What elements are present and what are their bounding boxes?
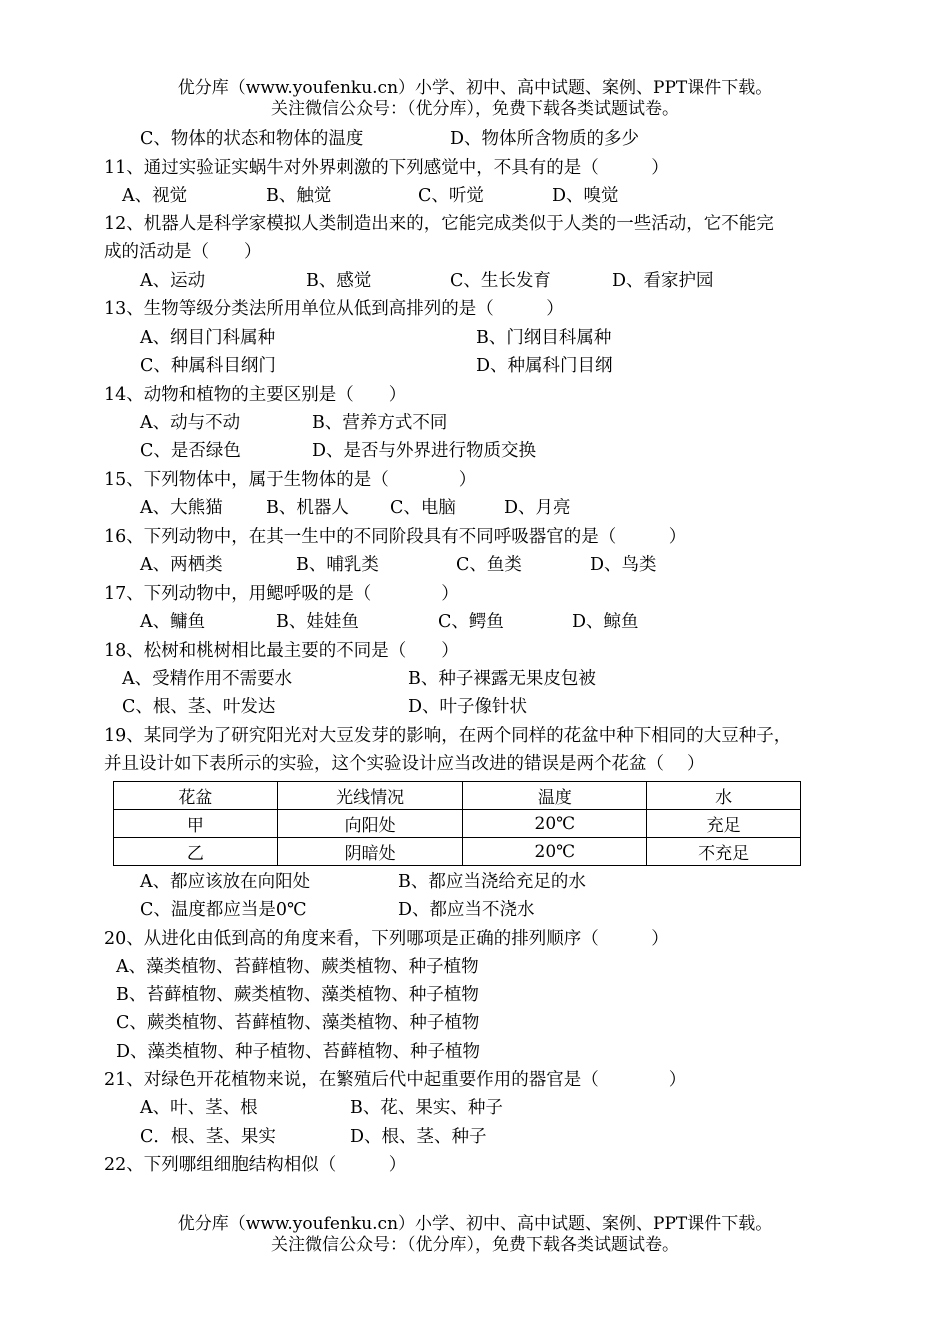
- q19-option-d: D、都应当不浇水: [398, 900, 535, 920]
- q17-option-a: A、鳙鱼: [140, 612, 206, 632]
- q16-option-c: C、鱼类: [456, 555, 522, 575]
- q18-option-b: B、种子裸露无果皮包被: [408, 669, 596, 689]
- q17-option-b: B、娃娃鱼: [276, 612, 359, 632]
- q10-option-d: D、物体所含物质的多少: [450, 129, 640, 149]
- table-header-cell: 花盆: [114, 782, 278, 810]
- q16-stem: 16、下列动物中，在其一生中的不同阶段具有不同呼吸器官的是（ ）: [104, 527, 687, 547]
- q15-option-c: C、电脑: [390, 498, 456, 518]
- q11-option-c: C、听觉: [418, 186, 484, 206]
- q15-option-a: A、大熊猫: [140, 498, 223, 518]
- q12-stem-line-2: 成的活动是（ ）: [104, 242, 262, 262]
- q19-option-a: A、都应该放在向阳处: [140, 872, 311, 892]
- q14-option-d: D、是否与外界进行物质交换: [312, 441, 537, 461]
- header-line-2: 关注微信公众号：（优分库），免费下载各类试题试卷。: [271, 99, 679, 119]
- q12-option-d: D、看家护园: [612, 271, 714, 291]
- table-header-cell: 水: [647, 782, 801, 810]
- table-header-row: [114, 782, 801, 810]
- q11-option-d: D、嗅觉: [552, 186, 619, 206]
- q12-option-c: C、生长发育: [450, 271, 551, 291]
- q14-option-c: C、是否绿色: [140, 441, 241, 461]
- q15-stem: 15、下列物体中，属于生物体的是（ ）: [104, 470, 477, 490]
- q20-option-b: B、苔藓植物、蕨类植物、藻类植物、种子植物: [116, 985, 479, 1005]
- table-header-cell: 温度: [463, 782, 647, 810]
- q18-option-d: D、叶子像针状: [408, 697, 528, 717]
- q11-stem: 11、通过实验证实蜗牛对外界刺激的下列感觉中，不具有的是（ ）: [104, 158, 669, 178]
- q20-option-a: A、藻类植物、苔藓植物、蕨类植物、种子植物: [116, 957, 479, 977]
- q13-option-b: B、门纲目科属种: [476, 328, 612, 348]
- table-cell: 20℃: [463, 838, 647, 866]
- experiment-table: [113, 781, 801, 866]
- q11-option-a: A、视觉: [122, 186, 188, 206]
- q21-option-a: A、叶、茎、根: [140, 1098, 258, 1118]
- q22-stem: 22、下列哪组细胞结构相似（ ）: [104, 1155, 407, 1175]
- table-cell: 乙: [114, 838, 278, 866]
- q20-stem: 20、从进化由低到高的角度来看，下列哪项是正确的排列顺序（ ）: [104, 929, 669, 949]
- table-row: [114, 838, 801, 866]
- q16-option-d: D、鸟类: [590, 555, 657, 575]
- q18-option-c: C、根、茎、叶发达: [122, 697, 276, 717]
- q13-stem: 13、生物等级分类法所用单位从低到高排列的是（ ）: [104, 299, 564, 319]
- q19-stem-line-1: 19、某同学为了研究阳光对大豆发芽的影响，在两个同样的花盆中种下相同的大豆种子，: [104, 726, 792, 746]
- q13-option-a: A、纲目门科属种: [140, 328, 276, 348]
- table-cell: 20℃: [463, 810, 647, 838]
- table-cell: 阴暗处: [277, 838, 463, 866]
- q14-option-b: B、营养方式不同: [312, 413, 448, 433]
- q21-stem: 21、对绿色开花植物来说，在繁殖后代中起重要作用的器官是（ ）: [104, 1070, 687, 1090]
- q14-stem: 14、动物和植物的主要区别是（ ）: [104, 385, 407, 405]
- q17-option-c: C、鳄鱼: [438, 612, 504, 632]
- q16-option-b: B、哺乳类: [296, 555, 379, 575]
- header-line-1: 优分库（www.youfenku.cn）小学、初中、高中试题、案例、PPT课件下载。: [177, 78, 773, 98]
- q16-option-a: A、两栖类: [140, 555, 223, 575]
- q20-option-d: D、藻类植物、种子植物、苔藓植物、种子植物: [116, 1042, 481, 1062]
- footer-line-2: 关注微信公众号：（优分库），免费下载各类试题试卷。: [271, 1235, 679, 1255]
- q21-option-d: D、根、茎、种子: [350, 1127, 487, 1147]
- q15-option-d: D、月亮: [504, 498, 571, 518]
- q17-stem: 17、下列动物中，用鳃呼吸的是（ ）: [104, 584, 459, 604]
- q18-option-a: A、受精作用不需要水: [122, 669, 293, 689]
- table-cell: 不充足: [647, 838, 801, 866]
- q21-option-b: B、花、果实、种子: [350, 1098, 503, 1118]
- q13-option-d: D、种属科门目纲: [476, 356, 613, 376]
- table-cell: 向阳处: [277, 810, 463, 838]
- q20-option-c: C、蕨类植物、苔藓植物、藻类植物、种子植物: [116, 1013, 480, 1033]
- footer-line-1: 优分库（www.youfenku.cn）小学、初中、高中试题、案例、PPT课件下载。: [177, 1214, 773, 1234]
- table-cell: 甲: [114, 810, 278, 838]
- q15-option-b: B、机器人: [266, 498, 349, 518]
- q17-option-d: D、鲸鱼: [572, 612, 639, 632]
- table-cell: 充足: [647, 810, 801, 838]
- q19-stem-line-2: 并且设计如下表所示的实验，这个实验设计应当改进的错误是两个花盆（ ）: [104, 754, 705, 774]
- q14-option-a: A、动与不动: [140, 413, 241, 433]
- q19-option-c: C、温度都应当是0℃: [140, 900, 307, 920]
- q21-option-c: C．根、茎、果实: [140, 1127, 276, 1147]
- q12-option-a: A、运动: [140, 271, 206, 291]
- q12-stem-line-1: 12、机器人是科学家模拟人类制造出来的，它能完成类似于人类的一些活动，它不能完: [104, 214, 774, 234]
- q10-option-c: C、物体的状态和物体的温度: [140, 129, 364, 149]
- q19-option-b: B、都应当浇给充足的水: [398, 872, 586, 892]
- q18-stem: 18、松树和桃树相比最主要的不同是（ ）: [104, 641, 459, 661]
- table-row: [114, 810, 801, 838]
- q11-option-b: B、触觉: [266, 186, 332, 206]
- table-header-cell: 光线情况: [277, 782, 463, 810]
- q12-option-b: B、感觉: [306, 271, 372, 291]
- q13-option-c: C、种属科目纲门: [140, 356, 276, 376]
